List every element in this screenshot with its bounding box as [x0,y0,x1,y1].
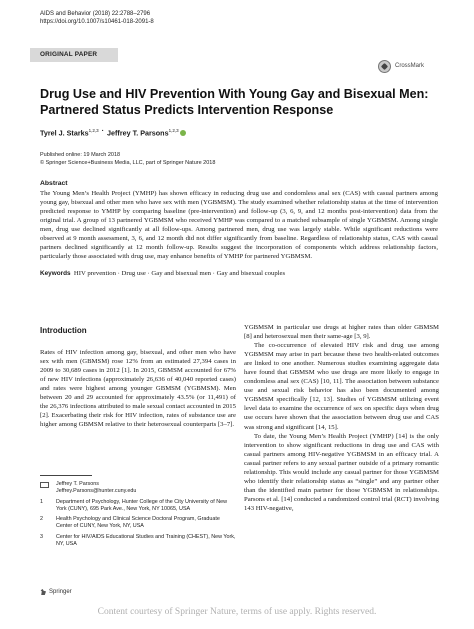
publisher-name: Springer [49,589,72,595]
author-affiliation-marker: 1,2,3 [88,128,99,133]
published-date: Published online: 19 March 2018 [40,152,121,158]
article-type-label: ORIGINAL PAPER [40,51,98,58]
affiliation-number: 3 [40,533,43,540]
affiliation-footnote [40,534,236,549]
journal-header [40,10,154,26]
section-heading-introduction: Introduction [40,326,87,335]
crossmark-icon [378,60,391,73]
keywords-line [40,269,440,278]
crossmark-label: CrossMark [395,63,425,69]
author-affiliation-marker: 1,2,3 [168,128,179,133]
author-separator: · [101,126,105,135]
corresponding-author-name: Jeffrey T. Parsons [56,481,99,487]
orcid-icon[interactable] [180,130,186,136]
author-name[interactable]: Jeffrey T. Parsons$^{1,2,3}$ [107,126,186,137]
corresponding-author [40,481,236,496]
crossmark-badge[interactable] [378,58,438,74]
springer-logo-icon [40,589,46,595]
journal-citation: AIDS and Behavior (2018) 22:2788–2796 [40,11,151,17]
keywords-list: HIV prevention · Drug use · Gay and bisexual men · Gay and bisexual couples [73,270,286,277]
abstract-text: The Young Men’s Health Project (YMHP) has shown efficacy in reducing drug use and condomless anal sex (CAS) with casual partners among young gay, bisexual and other men who have sex with men (YGBMSM). The study examined whether relationship status at the time of intervention predicted response to YMHP by comparing baseline (pre-intervention) and follow-up (3, 6, 9, and 12 months post-intervention) data from the original trial. A group of 13 partnered YGBMSM who received YMHP was compared to a matched subsample of single YGBMSM. Among single men, drug use declined significantly at all follow-ups. Among partnered men, drug use was largely stable. While significant reductions were observed at 9 month assessment, 3, 6, and 12 month did not differ significantly from baseline. Regardless of relationship status, CAS with casual partners declined significantly at 12 month follow-up. Results suggest the incorporation of components which address relationship factors, particularly those associated with drug use, may enhance benefits of YMHP for partnered YGBMSM. [40,190,438,261]
author-name[interactable]: Tyrel J. Starks$^{1,2,3}$ [40,128,99,138]
courtesy-watermark: Content courtesy of Springer Nature, terms of use apply. Rights reserved. [97,607,377,617]
abstract-heading: Abstract [40,180,68,187]
affiliation-text: Department of Psychology, Hunter College of the City University of New York (CUNY), 695 Park Ave., New York, NY 10065, USA [56,498,227,512]
affiliation-number: 2 [40,516,43,523]
copyright-notice: © Springer Science+Business Media, LLC, part of Springer Nature 2018 [40,160,216,166]
article-title: Drug Use and HIV Prevention With Young Gay and Bisexual Men: Partnered Status Predicts Intervention Response [40,87,429,117]
article-type-banner [30,48,118,62]
affiliation-text: Center for HIV/AIDS Educational Studies and Training (CHEST), New York, NY, USA [56,533,236,548]
footnotes [40,481,236,551]
body-paragraph: The co-occurrence of elevated HIV risk and drug use among YGBMSM may arise in part because these two health-related outcomes are linked to one another. Numerous studies examining aggregate data have found that GBMSM who use drugs are more likely to engage in condomless anal sex (CAS) [10, 11]. The association between substance use and sexual risk behavior has also been documented among YGBMSM specifically [12, 13]. Studies of YGBMSM utilizing event level data to examine the occurrence of sex on specific days when drug use occurs have shown that the association between drug use and CAS was strong and significant [14, 15]. [244,342,439,431]
doi-link[interactable]: https://doi.org/10.1007/s10461-018-2091-8 [40,19,154,25]
corresponding-author-email[interactable]: Jeffrey.Parsons@hunter.cuny.edu [56,488,137,495]
keywords-label: Keywords [40,270,71,277]
affiliation-footnote [40,499,236,514]
body-paragraph: YGBMSM in particular use drugs at higher rates than older GBMSM [8] and heterosexual men their same-age [3, 9]. [244,324,439,341]
envelope-icon [40,482,49,488]
right-column-text [244,323,439,513]
affiliation-text: Health Psychology and Clinical Science Doctoral Program, Graduate Center of CUNY, New York, NY, USA [56,516,220,530]
affiliation-number: 1 [40,498,43,505]
body-paragraph: To date, the Young Men’s Health Project (YMHP) [14] is the only intervention to show significant reductions in drug use and CAS with casual partners among HIV-negative YGBMSM in an efficacy trial. A casual partner refers to any sexual partner outside of a primary romantic relationship. This would include any casual partner for those YGBMSM who identify their relationship status as “single” and any partner other than the identified main partner for those YGBMSM in relationships. Parsons et al. [14] conducted a randomized control trial (RCT) involving 143 HIV-negative, [244,432,439,512]
introduction-paragraph: Rates of HIV infection among gay, bisexual, and other men who have sex with men (GBMSM) rose 12% from an estimated 27,394 cases in 2009 to 30,689 cases in 2012 [1]. In 2015, GBMSM accounted for 67% of new HIV infections (approximately 26,636 of 40,040 reported cases) and rates were highest among younger GBMSM (YGBMSM). Men between 20 and 29 accounted for approximately 43.5% (or 11,491) of the 26,376 infections attributed to male sexual contact accounted in 2015 [2]. Exacerbating their risk for HIV infection, rates of substance use are higher among GBMSM relative to their heterosexual counterparts [3–7]. [40,349,236,429]
publisher-footer [40,589,72,595]
affiliation-footnote [40,516,236,531]
footnote-divider [40,475,92,476]
author-list [40,126,186,137]
publication-info [40,151,215,167]
